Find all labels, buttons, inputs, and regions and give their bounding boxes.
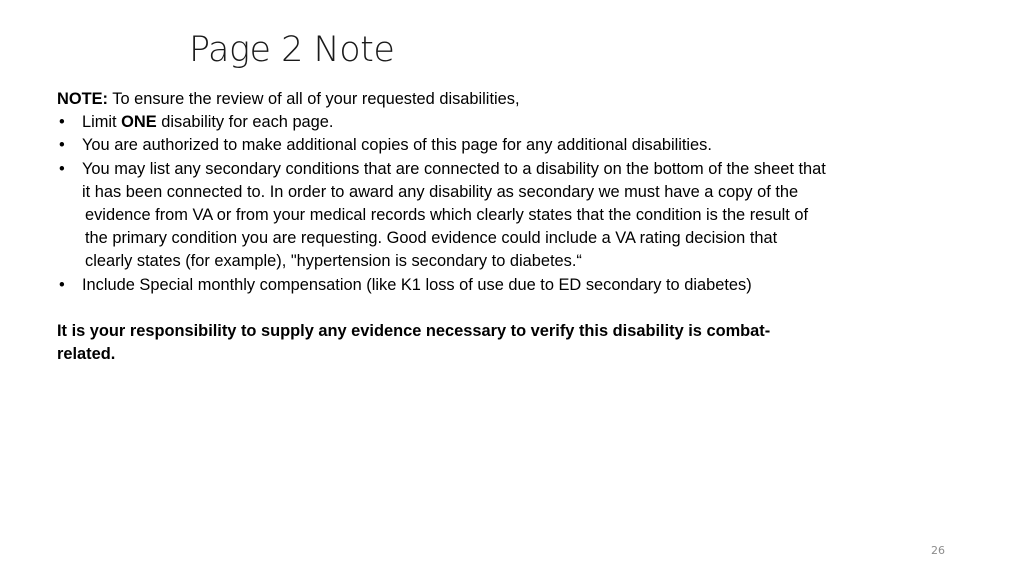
bullet-text-pre: Limit — [82, 113, 122, 132]
bullet-text: You are authorized to make additional copies of this page for any additional disabilities. — [82, 136, 712, 155]
bullet-item-copies — [57, 134, 967, 157]
bullet-dot: • — [59, 136, 65, 155]
bullet-item-secondary-conditions — [57, 158, 967, 274]
bullet-text-bold: ONE — [121, 113, 157, 132]
bullet-item-special-compensation — [57, 274, 967, 297]
responsibility-statement — [57, 320, 917, 366]
bullet-dot: • — [59, 159, 65, 178]
note-text: To ensure the review of all of your requested disabilities, — [108, 90, 520, 108]
bullet-text-line: clearly states (for example), "hypertension is secondary to diabetes.“ — [85, 252, 582, 271]
responsibility-line: It is your responsibility to supply any evidence necessary to verify this disability is combat- — [57, 321, 771, 340]
bullet-text-line: You may list any secondary conditions that are connected to a disability on the bottom of the sheet that — [82, 159, 826, 178]
slide-body — [57, 88, 967, 366]
page-number: 26 — [931, 544, 945, 557]
bullet-dot: • — [59, 113, 65, 132]
bullet-text-post: disability for each page. — [156, 113, 334, 132]
note-label: NOTE: — [57, 90, 108, 108]
bullet-text-line: evidence from VA or from your medical records which clearly states that the condition is the result of — [85, 206, 809, 225]
note-paragraph — [57, 88, 967, 111]
bullet-text-line: the primary condition you are requesting. Good evidence could include a VA rating decision that — [85, 229, 778, 248]
slide-title: Page 2 Note — [189, 30, 395, 70]
bullet-dot: • — [59, 275, 65, 294]
bullet-text: Include Special monthly compensation (like K1 loss of use due to ED secondary to diabetes) — [82, 275, 752, 294]
bullet-text-line: it has been connected to. In order to award any disability as secondary we must have a copy of the — [82, 182, 799, 201]
bullet-list — [57, 111, 967, 297]
responsibility-line: related. — [57, 345, 116, 364]
bullet-item-limit-one — [57, 111, 967, 134]
